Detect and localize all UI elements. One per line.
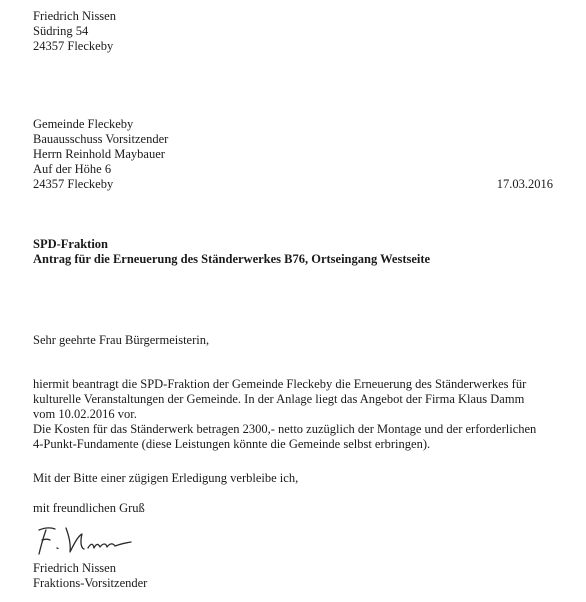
recipient-street: Auf der Höhe 6 xyxy=(33,162,112,176)
body-line: hiermit beantragt die SPD-Fraktion der Gemeinde Fleckeby die Erneuerung des Ständerwerkes für xyxy=(33,377,527,391)
letter-body xyxy=(33,377,536,452)
subject xyxy=(33,237,430,267)
sender-city: 24357 Fleckeby xyxy=(33,39,114,53)
body-line: 4-Punkt-Fundamente (diese Leistungen könnte die Gemeinde selbst erbringen). xyxy=(33,437,431,451)
subject-line-1: SPD-Fraktion xyxy=(33,237,108,251)
recipient-address xyxy=(33,117,168,192)
subject-line-2: Antrag für die Erneuerung des Ständerwerkes B76, Ortseingang Westseite xyxy=(33,252,431,266)
closing-greeting xyxy=(33,501,145,516)
salutation-text: Sehr geehrte Frau Bürgermeisterin, xyxy=(33,333,210,347)
body-line: Die Kosten für das Ständerwerk betragen 2300,- netto zuzüglich der Montage und der erforderlichen xyxy=(33,422,537,436)
body-line: vom 10.02.2016 vor. xyxy=(33,407,137,421)
recipient-dept: Bauausschuss Vorsitzender xyxy=(33,132,169,146)
closing-request xyxy=(33,471,298,486)
closing-request-text: Mit der Bitte einer zügigen Erledigung verbleibe ich, xyxy=(33,471,299,485)
signer-block xyxy=(33,561,147,591)
body-line: kulturelle Veranstaltungen der Gemeinde. In der Anlage liegt das Angebot der Firma Klaus Damm xyxy=(33,392,525,406)
signer-title: Fraktions-Vorsitzender xyxy=(33,576,148,590)
recipient-org: Gemeinde Fleckeby xyxy=(33,117,134,131)
handwritten-signature xyxy=(36,522,146,558)
sender-name: Friedrich Nissen xyxy=(33,9,116,23)
recipient-person: Herrn Reinhold Maybauer xyxy=(33,147,165,161)
closing-greeting-text: mit freundlichen Gruß xyxy=(33,501,145,515)
signer-name: Friedrich Nissen xyxy=(33,561,116,575)
sender-address xyxy=(33,9,116,54)
recipient-city: 24357 Fleckeby xyxy=(33,177,114,191)
sender-street: Südring 54 xyxy=(33,24,89,38)
letter-date: 17.03.2016 xyxy=(496,177,553,191)
salutation xyxy=(33,333,209,348)
